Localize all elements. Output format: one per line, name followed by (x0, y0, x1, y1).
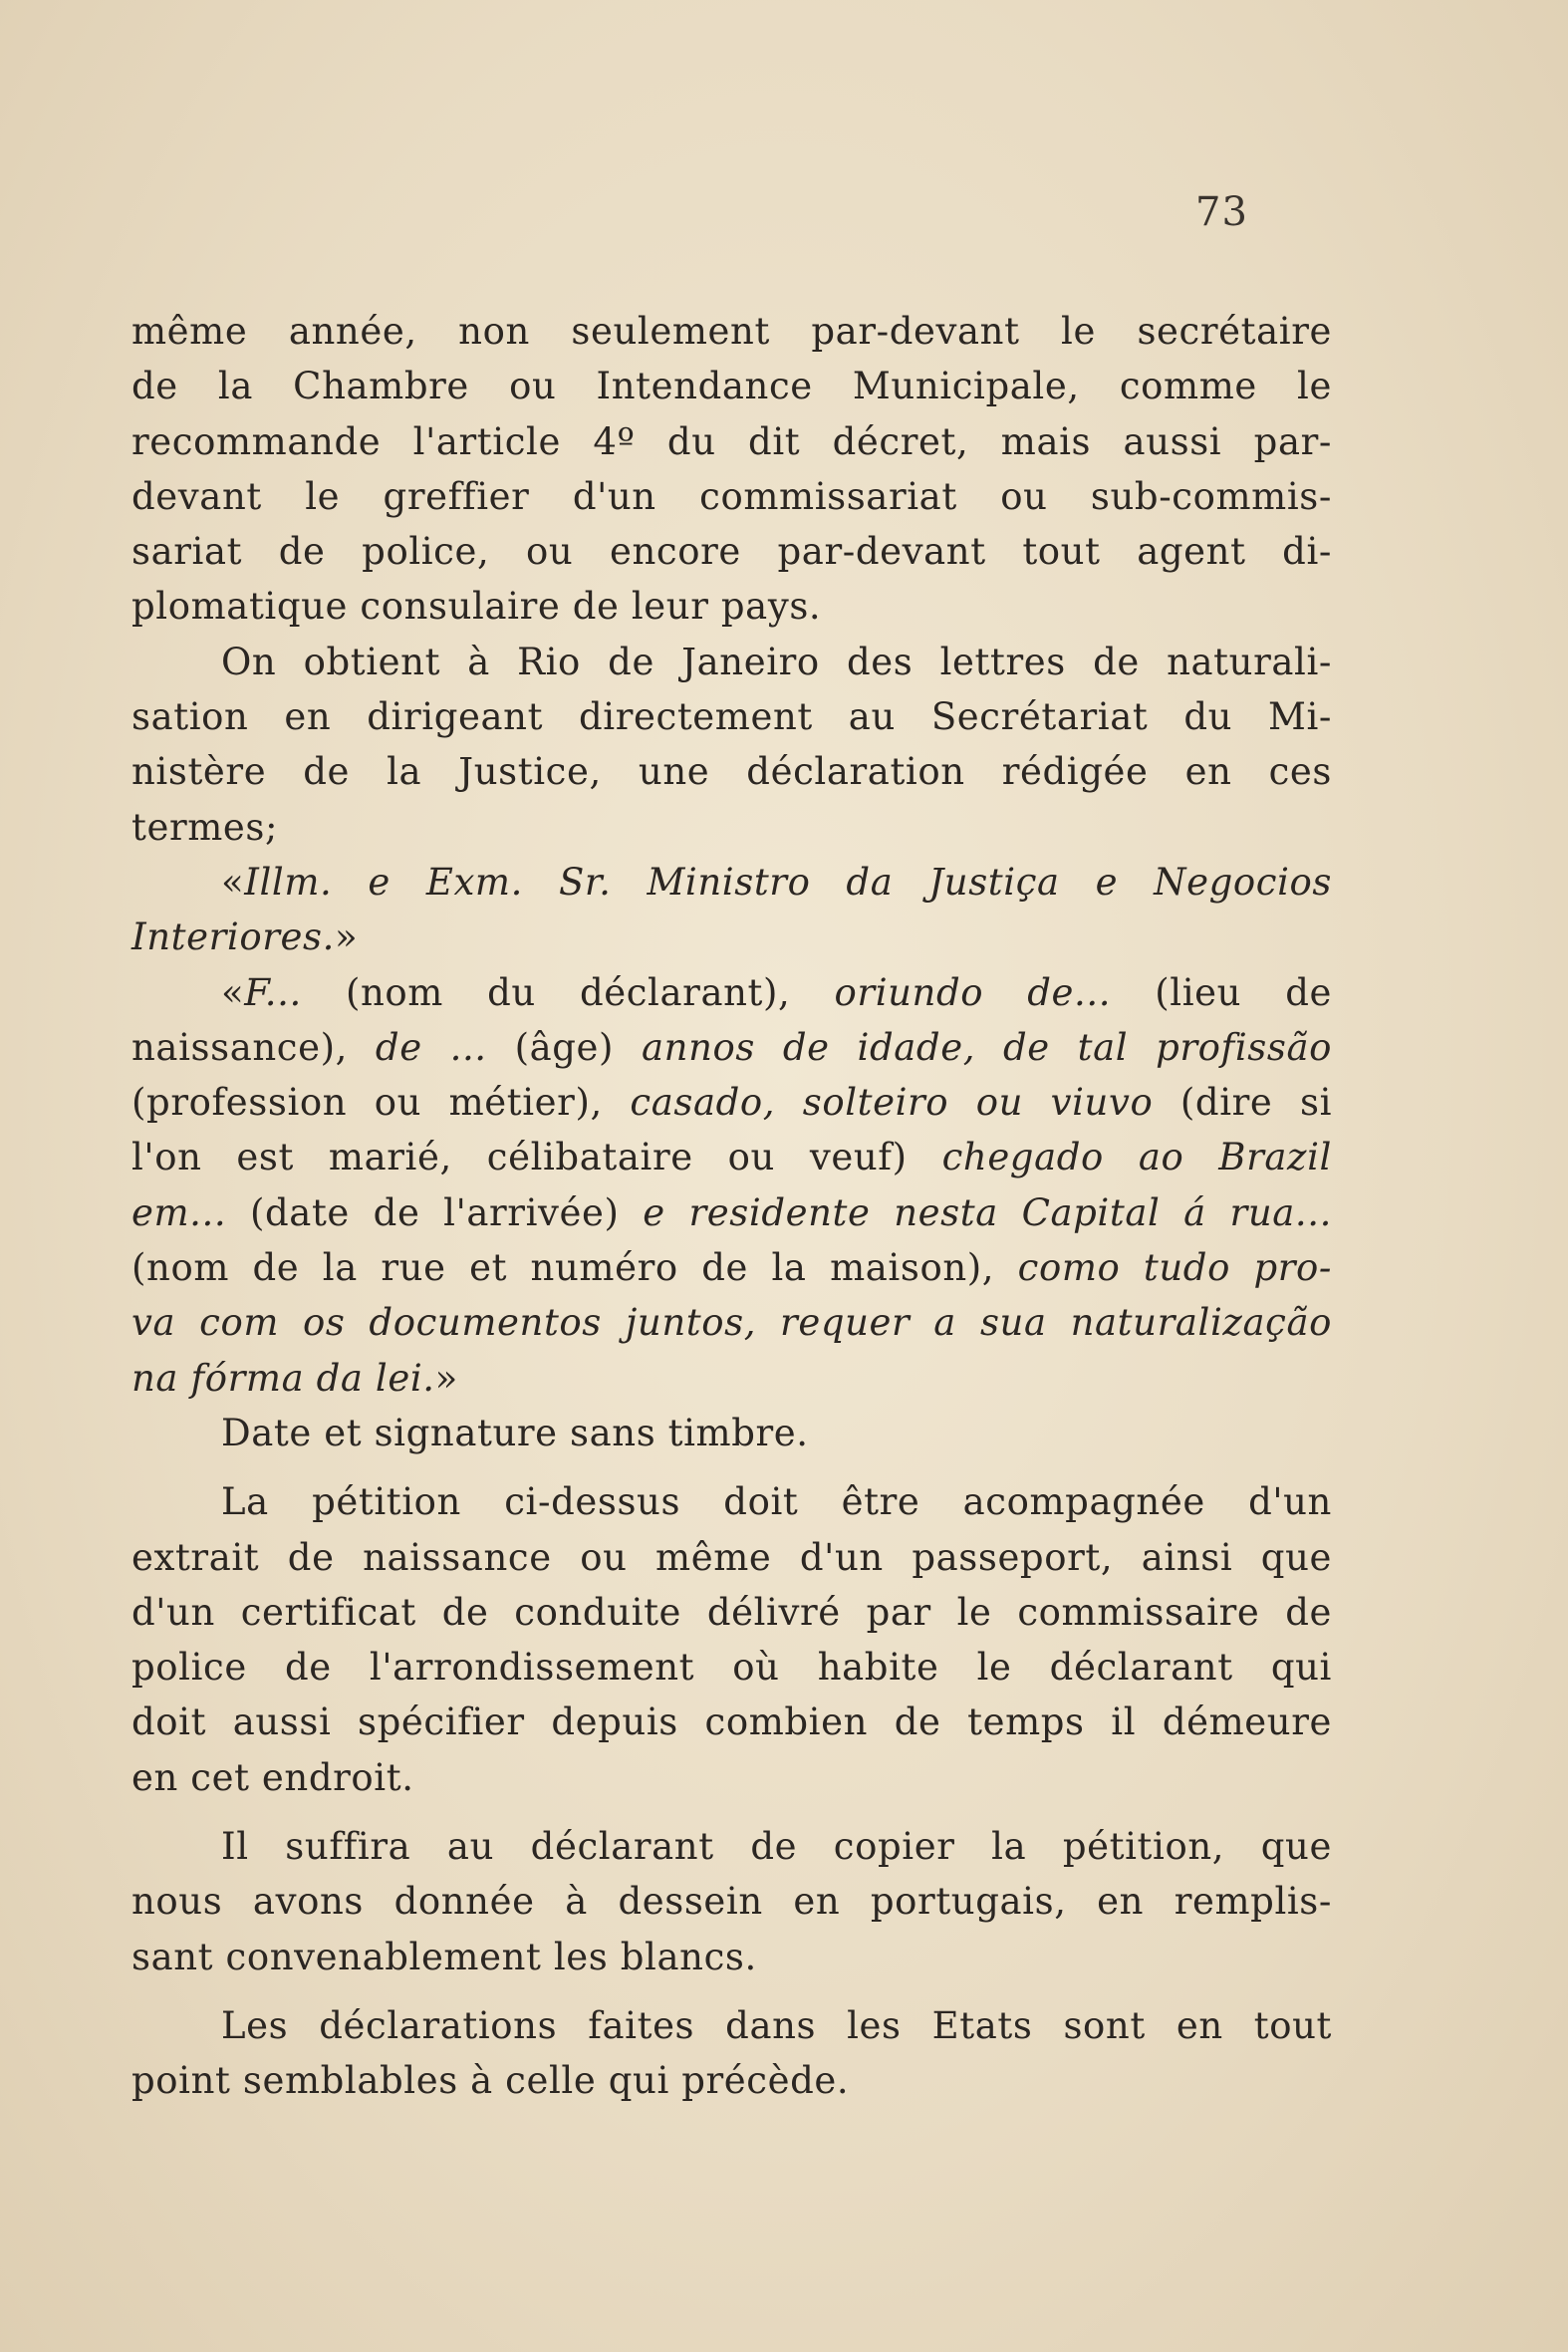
paragraph-p5 (131, 1406, 1332, 1460)
text-segment: « (221, 970, 245, 1014)
text-segment: extrait de naissance ou même d'un passeport, ainsi que (131, 1535, 1332, 1579)
italic-text: como tudo pro- (1017, 1246, 1332, 1290)
text-segment: La pétition ci-dessus doit être acompagnée d'un (221, 1480, 1332, 1524)
paragraph-p7 (131, 1819, 1332, 1984)
page-number: 73 (1195, 189, 1248, 235)
text-segment: sariat de police, ou encore par-devant tout agent di- (131, 530, 1332, 574)
text-segment: » (334, 915, 359, 959)
text-segment: naissance), (131, 1025, 376, 1069)
text-line (131, 1130, 1332, 1184)
text-line (131, 1695, 1332, 1749)
text-segment: Il suffira au déclarant de copier la pétition, que (221, 1825, 1332, 1869)
text-line (131, 1585, 1332, 1640)
body-text (131, 304, 1332, 2109)
text-line (131, 1020, 1332, 1075)
text-line (131, 1185, 1332, 1240)
text-line (131, 1075, 1332, 1130)
text-line (131, 1998, 1332, 2053)
paragraph-p3 (131, 855, 1332, 965)
italic-text: em... (131, 1190, 227, 1234)
text-segment: (profession ou métier), (131, 1081, 631, 1125)
paragraph-gap (131, 1984, 1332, 1998)
italic-text: Interiores. (131, 915, 335, 959)
text-line (131, 1474, 1332, 1529)
text-line (131, 1819, 1332, 1874)
text-line (131, 965, 1332, 1020)
italic-text: de ... (375, 1025, 487, 1069)
text-segment: plomatique consulaire de leur pays. (131, 585, 822, 629)
text-line (131, 744, 1332, 799)
text-line (131, 855, 1332, 910)
text-segment: sation en dirigeant directement au Secrétariat du Mi- (131, 695, 1332, 739)
text-segment: (date de l'arrivée) (226, 1190, 644, 1234)
paragraph-p8 (131, 1998, 1332, 2109)
text-segment: l'on est marié, célibataire ou veuf) (131, 1136, 942, 1179)
text-line (131, 414, 1332, 469)
text-segment: (nom du déclarant), (301, 970, 835, 1014)
text-line (131, 359, 1332, 413)
italic-text: F... (244, 970, 302, 1014)
text-line (131, 469, 1332, 524)
text-line (131, 304, 1332, 359)
text-segment: même année, non seulement par-devant le secrétaire (131, 310, 1332, 353)
text-segment: sant convenablement les blancs. (131, 1935, 757, 1978)
italic-text: Illm. e Exm. Sr. Ministro da Justiça e Negocios (244, 860, 1332, 904)
text-segment: Date et signature sans timbre. (221, 1411, 809, 1454)
text-segment: point semblables à celle qui précède. (131, 2059, 850, 2103)
text-segment: (dire si (1153, 1081, 1333, 1125)
text-line (131, 1640, 1332, 1695)
text-line (131, 1406, 1332, 1460)
text-segment: devant le greffier d'un commissariat ou sub-commis- (131, 474, 1332, 518)
paragraph-p4 (131, 965, 1332, 1406)
paragraph-p6 (131, 1474, 1332, 1805)
paragraph-p1 (131, 304, 1332, 635)
text-line (131, 800, 1332, 855)
text-line (131, 2053, 1332, 2108)
text-segment: d'un certificat de conduite délivré par le commissaire de (131, 1590, 1332, 1634)
italic-text: casado, solteiro ou viuvo (630, 1081, 1154, 1125)
italic-text: na fórma da lei. (131, 1356, 435, 1400)
text-line (131, 1750, 1332, 1805)
text-line (131, 579, 1332, 634)
text-segment: nistère de la Justice, une déclaration rédigée en ces (131, 750, 1332, 794)
text-segment: police de l'arrondissement où habite le déclarant qui (131, 1646, 1332, 1690)
text-line (131, 1930, 1332, 1984)
text-line (131, 689, 1332, 744)
text-segment: recommande l'article 4º du dit décret, mais aussi par- (131, 419, 1332, 463)
text-line (131, 910, 1332, 964)
text-segment: nous avons donnée à dessein en portugais, en remplis- (131, 1880, 1332, 1924)
text-segment: » (434, 1356, 458, 1400)
paragraph-gap (131, 1460, 1332, 1474)
italic-text: annos de idade, de tal profissão (641, 1025, 1332, 1069)
paragraph-gap (131, 1805, 1332, 1819)
text-segment: (lieu de (1111, 970, 1332, 1014)
italic-text: e residente nesta Capital á rua... (643, 1190, 1332, 1234)
text-line (131, 635, 1332, 689)
text-line (131, 1240, 1332, 1295)
text-segment: « (221, 860, 245, 904)
text-segment: (âge) (486, 1025, 642, 1069)
text-segment: en cet endroit. (131, 1755, 414, 1799)
text-line (131, 1530, 1332, 1585)
italic-text: oriundo de... (834, 970, 1112, 1014)
text-line (131, 524, 1332, 579)
text-segment: doit aussi spécifier depuis combien de temps il démeure (131, 1700, 1332, 1744)
text-segment: de la Chambre ou Intendance Municipale, comme le (131, 365, 1332, 408)
text-segment: Les déclarations faites dans les Etats sont en tout (221, 2003, 1332, 2047)
paragraph-p2 (131, 635, 1332, 855)
text-segment: (nom de la rue et numéro de la maison), (131, 1246, 1018, 1290)
text-segment: termes; (131, 805, 279, 849)
italic-text: chegado ao Brazil (941, 1136, 1332, 1179)
text-line (131, 1295, 1332, 1350)
text-segment: On obtient à Rio de Janeiro des lettres de naturali- (221, 640, 1332, 683)
text-line (131, 1874, 1332, 1929)
italic-text: va com os documentos juntos, requer a sua naturalização (131, 1301, 1332, 1345)
text-line (131, 1351, 1332, 1406)
